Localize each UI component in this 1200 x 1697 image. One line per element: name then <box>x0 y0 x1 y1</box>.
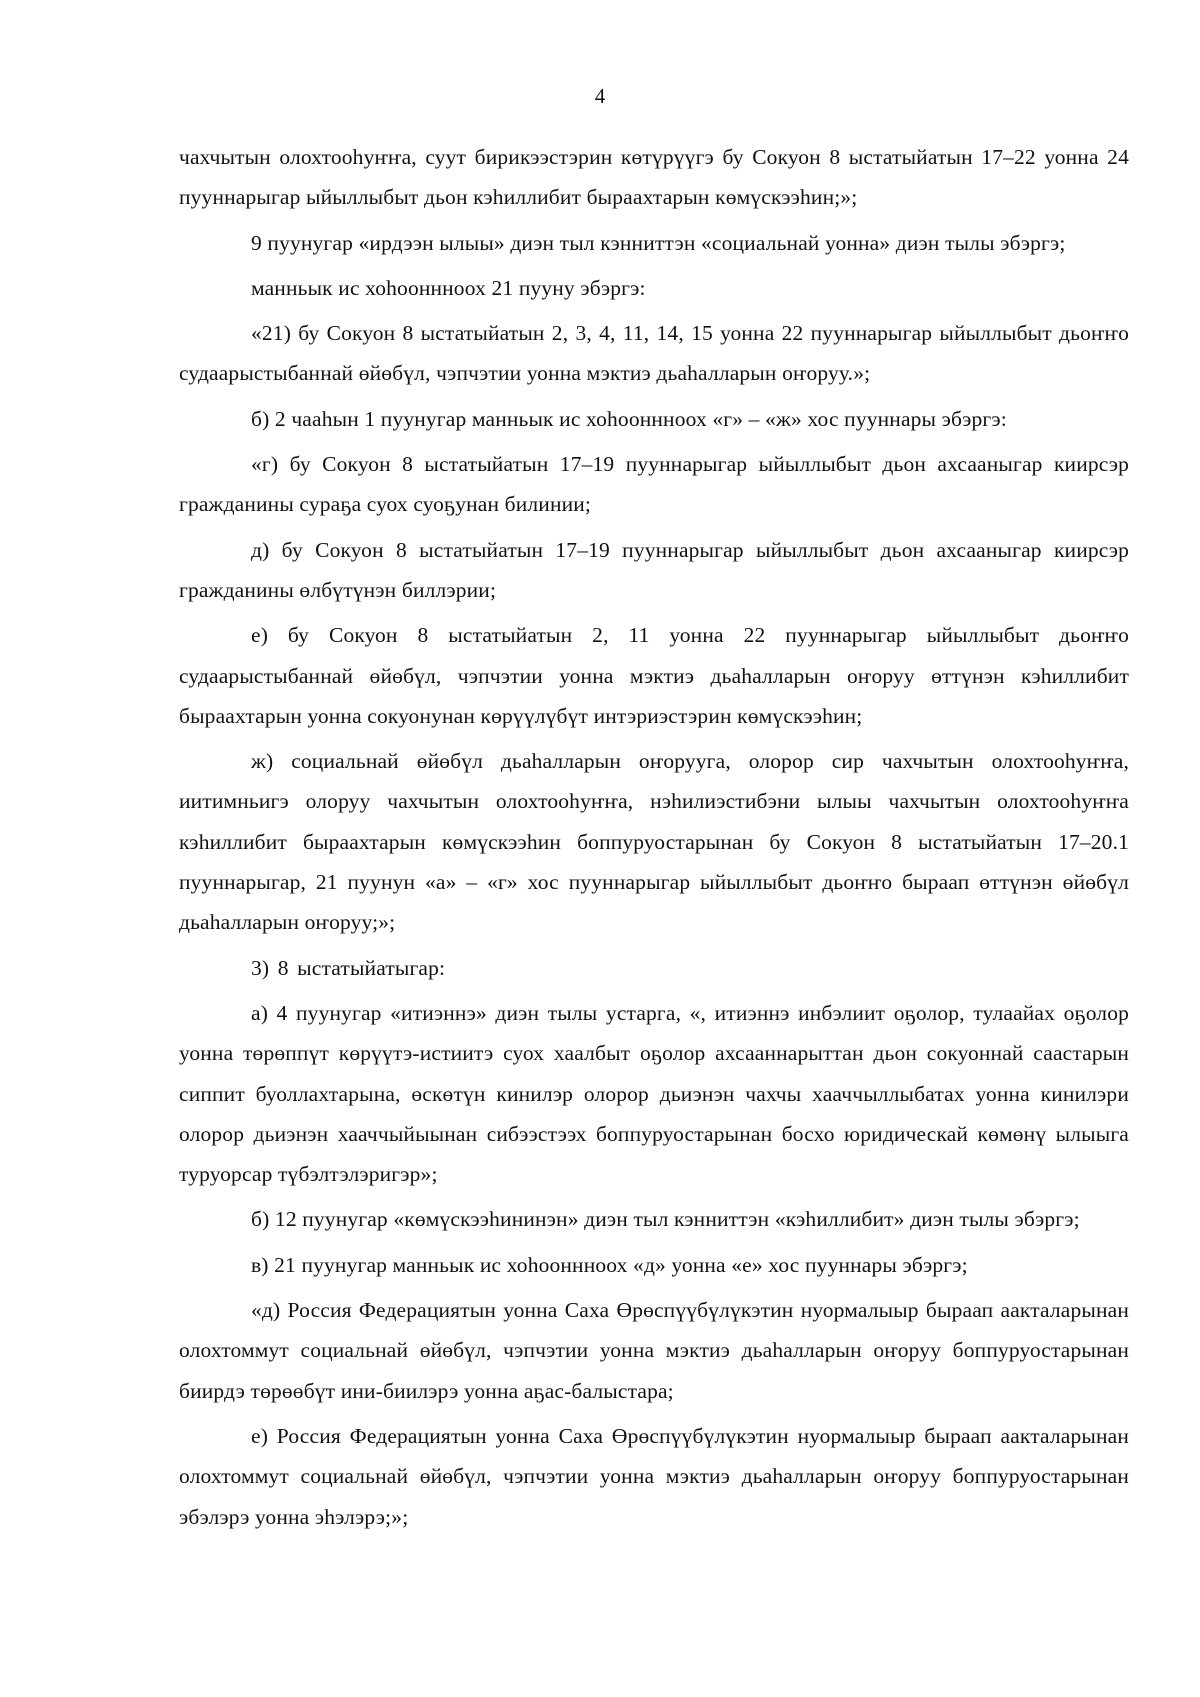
paragraph-new-subitem-d: «д) Россия Федерациятын уонна Саха Өрөспүүбүлүкэтин нуормалыыр быраап аакталарынан олохтоммут социальнай өйөбүл, чэпчэтии уонна мэктиэ дьаһалларын оҥоруу боппуруостарынан биирдэ төрөөбүт ини-биилэрэ уонна аҕас-балыстара; <box>179 1298 1129 1403</box>
paragraph-article-8: 3) 8 ыстатыйатыгар: <box>251 955 446 980</box>
document-body <box>179 137 1129 1542</box>
paragraph-add-item-21: манньык ис хоһооннноох 21 пууну эбэргэ: <box>251 275 646 300</box>
paragraph-subitem-zh: ж) социальнай өйөбүл дьаһалларын оҥорууга, олорор сир чахчытын олохтооһуҥҥа, иитимньигэ олоруу чахчытын олохтооһуҥҥа, нэһилиэстибэни ылыы чахчытын олохтооһуҥҥа кэһиллибит быраахтарын көмүскээһин боппуруостарынан бу Сокуон 8 ыстатыйатын 17–20.1 пууннарыгар, 21 пуунун «а» – «г» хос пууннарыгар ыйыллыбыт дьоҥҥо быраап өттүнэн өйөбүл дьаһалларын оҥоруу;»; <box>179 749 1129 935</box>
paragraph-subitem-e: е) бу Сокуон 8 ыстатыйатын 2, 11 уонна 22 пууннарыгар ыйыллыбыт дьоҥҥо судаарыстыбаннай өйөбүл, чэпчэтии уонна мэктиэ дьаһалларын оҥоруу өттүнэн кэһиллибит быраахтарын уонна сокуонунан көрүүлүбүт интэриэстэрин көмүскээһин; <box>179 623 1129 728</box>
paragraph-continuation: чахчытын олохтооһуҥҥа, суут бирикээстэрин көтүрүүгэ бу Сокуон 8 ыстатыйатын 17–22 уонна 24 пууннарыгар ыйыллыбыт дьон кэһиллибит быраахтарын көмүскээһин;»; <box>179 145 1129 210</box>
paragraph-item-21-text: «21) бу Сокуон 8 ыстатыйатын 2, 3, 4, 11, 14, 15 уонна 22 пууннарыгар ыйыллыбыт дьоҥҥо судаарыстыбаннай өйөбүл, чэпчэтии уонна мэктиэ дьаһалларын оҥоруу.»; <box>179 321 1129 386</box>
paragraph-subitem-d: д) бу Сокуон 8 ыстатыйатын 17–19 пууннарыгар ыйыллыбыт дьон ахсааныгар киирсэр гражданины өлбүтүнэн биллэрии; <box>179 537 1129 602</box>
paragraph-item-21-add: в) 21 пуунугар манньык ис хоһооннноох «д» уонна «е» хос пууннары эбэргэ; <box>251 1252 968 1277</box>
paragraph-item-4: а) 4 пуунугар «итиэннэ» диэн тылы устарга, «, итиэннэ инбэлиит оҕолор, тулаайах оҕолор уонна төрөппүт көрүүтэ-истиитэ суох хаалбыт оҕолор ахсааннарыттан дьон сокуоннай саастарын сиппит буоллахтарына, өскөтүн кинилэр олорор дьиэнэн чахчы хааччыллыбатах уонна кинилэри олорор дьиэнэн хааччыйыынан сибээстээх боппуруостарынан босхо юридическай көмөнү ылыыга туруорсар түбэлтэлэригэр»; <box>179 1000 1129 1187</box>
paragraph-item-12: б) 12 пуунугар «көмүскээһининэн» диэн тыл кэнниттэн «кэһиллибит» диэн тылы эбэргэ; <box>251 1207 1080 1232</box>
paragraph-item-9: 9 пуунугар «ирдээн ылыы» диэн тыл кэнниттэн «социальнай уонна» диэн тылы эбэргэ; <box>251 230 1066 255</box>
paragraph-new-subitem-e: е) Россия Федерациятын уонна Саха Өрөспүүбүлүкэтин нуормалыыр быраап аакталарынан олохтоммут социальнай өйөбүл, чэпчэтии уонна мэктиэ дьаһалларын оҥоруу боппуруостарынан эбэлэрэ уонна эһэлэрэ;»; <box>179 1423 1129 1529</box>
paragraph-subsection-b: б) 2 чааһын 1 пуунугар манньык ис хоһооннноох «г» – «ж» хос пууннары эбэргэ: <box>251 406 1007 431</box>
paragraph-subitem-g: «г) бу Сокуон 8 ыстатыйатын 17–19 пууннарыгар ыйыллыбыт дьон ахсааныгар киирсэр гражданины сураҕа суох суоҕунан билинии; <box>179 452 1129 517</box>
page-number: 4 <box>594 84 606 108</box>
